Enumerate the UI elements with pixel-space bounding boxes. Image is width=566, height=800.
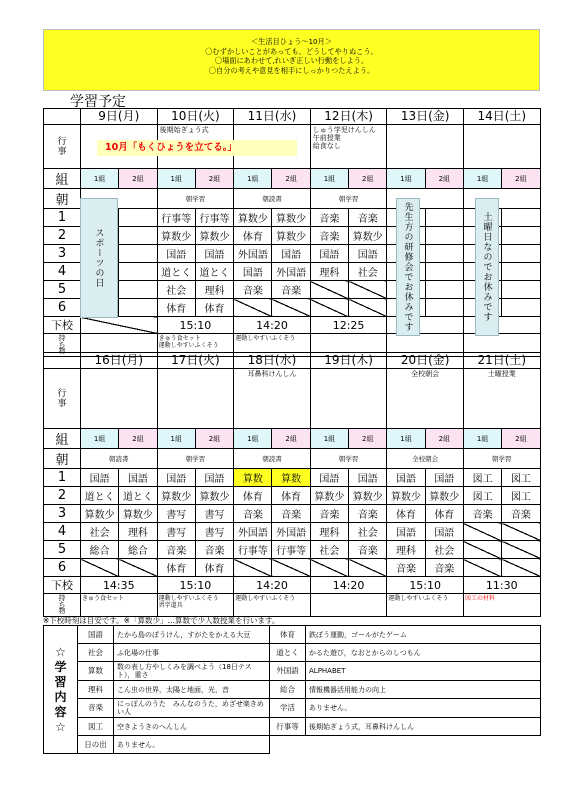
subject-cell: 書写: [157, 505, 195, 523]
subject-cell: 国語: [234, 263, 272, 281]
subject-cell: [119, 209, 157, 227]
morning-activity: 朝学習: [463, 449, 540, 469]
belongings-cell: 運動しやすいふくそう 習字道具: [157, 594, 234, 617]
subject-content: ALPHABET: [306, 662, 541, 681]
subject-cell: 道とく: [81, 487, 119, 505]
subject-cell: 音楽: [310, 505, 348, 523]
subject-cell: 国語: [387, 469, 425, 487]
subject-cell: 行事等: [272, 541, 310, 559]
subject-name: 外国語: [270, 662, 306, 681]
belongings-cell: きゅう食セット 運動しやすいふくそう: [157, 334, 234, 357]
class-1-header: 1組: [234, 429, 272, 449]
subject-content: ありません。: [114, 736, 270, 754]
subject-content: 数の表し方やしくみを調べよう（18日テスト），重さ: [114, 662, 270, 681]
dismissal-label: 下校: [44, 577, 81, 594]
footnote: ※下校時刻は目安です。※「算数少」…算数で少人数授業を行います。: [43, 616, 280, 625]
subject-cell: [502, 245, 540, 263]
subject-cell: 外国語: [234, 245, 272, 263]
subject-cell: [502, 541, 540, 559]
subject-cell: [502, 299, 540, 317]
subject-cell: 音楽: [272, 505, 310, 523]
subject-cell: 社会: [310, 541, 348, 559]
day-header: 14日(土): [463, 109, 540, 125]
subject-cell: 音楽: [502, 505, 540, 523]
subject-cell: 国語: [81, 469, 119, 487]
subject-content: 鉄ぼう運動，ゴールがたゲーム: [306, 626, 541, 644]
subject-cell: 算数少: [387, 487, 425, 505]
subject-cell: [502, 209, 540, 227]
subject-cell: 体育: [195, 299, 233, 317]
subject-cell: 体育: [195, 559, 233, 577]
dismissal-time: [81, 317, 158, 334]
banner-line: 〇自分の考えや意見を相手にしっかりつたえよう。: [208, 65, 375, 75]
subject-cell: 理科: [387, 541, 425, 559]
corner-cell: [44, 109, 81, 125]
class-1-header: 1組: [387, 429, 425, 449]
class-2-header: 2組: [195, 169, 233, 189]
class-2-header: 2組: [425, 169, 463, 189]
subject-cell: [349, 559, 387, 577]
belongings-cell: 運動しやすいふくそう: [234, 594, 311, 617]
subject-cell: 国語: [349, 245, 387, 263]
subject-cell: [425, 245, 463, 263]
learning-content-label: ☆ 学 習 内 容 ☆: [44, 626, 78, 754]
day-header: 20日(金): [387, 353, 464, 369]
subject-cell: 国語: [272, 245, 310, 263]
subject-cell: 行事等: [195, 209, 233, 227]
dismissal-time: 15:10: [157, 577, 234, 594]
subject-cell: 社会: [81, 523, 119, 541]
class-2-header: 2組: [195, 429, 233, 449]
subject-cell: 算数少: [425, 487, 463, 505]
subject-cell: 体育: [272, 487, 310, 505]
subject-cell: [425, 299, 463, 317]
class-2-header: 2組: [502, 169, 540, 189]
subject-cell: [119, 559, 157, 577]
subject-cell: [502, 263, 540, 281]
subject-cell: [119, 245, 157, 263]
subject-cell: 外国語: [234, 523, 272, 541]
subject-cell: 国語: [387, 523, 425, 541]
period-number: 5: [44, 541, 81, 559]
belongings-cell: きゅう食セット: [81, 594, 158, 617]
dismissal-label: 下校: [44, 317, 81, 334]
dismissal-time: 14:20: [310, 577, 387, 594]
belongings-cell: 運動しやすいふくそう: [387, 594, 464, 617]
subject-cell: [425, 263, 463, 281]
subject-cell: 国語: [195, 245, 233, 263]
subject-cell: 算数少: [195, 227, 233, 245]
morning-activity: 全校朝会: [387, 449, 464, 469]
period-number: 3: [44, 245, 81, 263]
subject-cell: [310, 299, 348, 317]
class-2-header: 2組: [119, 169, 157, 189]
subject-cell: 音楽: [425, 559, 463, 577]
subject-cell: 総合: [81, 541, 119, 559]
subject-cell: [310, 559, 348, 577]
subject-cell: 理科: [310, 523, 348, 541]
subject-content: 情報機器活用能力の向上: [306, 681, 541, 699]
subject-cell: [81, 559, 119, 577]
day-header: 18日(水): [234, 353, 311, 369]
subject-cell: 行事等: [234, 541, 272, 559]
subject-cell: [349, 281, 387, 299]
subject-cell: 算数少: [81, 505, 119, 523]
subject-cell: 国語: [195, 469, 233, 487]
subject-cell: [310, 281, 348, 299]
subject-content: こん虫の世界，太陽と地面，光，音: [114, 681, 270, 699]
class-1-header: 1組: [310, 429, 348, 449]
banner-line: 〇むずかしいことがあっても、どうしてやりぬこう。: [205, 46, 378, 56]
period-number: 4: [44, 263, 81, 281]
empty-cell: [306, 736, 541, 754]
event-cell: 全校朝会: [387, 369, 464, 429]
subject-cell: 社会: [349, 263, 387, 281]
week2-schedule-table: [43, 352, 541, 617]
dismissal-time: 15:10: [157, 317, 234, 334]
banner-line: 〇場面にあわせて,れいぎ正しい行動をしよう。: [214, 56, 369, 66]
subject-content: ありません。: [306, 699, 541, 718]
subject-cell: 書写: [195, 505, 233, 523]
subject-cell: 書写: [157, 523, 195, 541]
subject-cell: [425, 227, 463, 245]
event-cell: 後期始ぎょう式: [157, 125, 234, 169]
subject-cell: [502, 227, 540, 245]
period-number: 6: [44, 299, 81, 317]
subject-cell: [502, 523, 540, 541]
period-number: 2: [44, 487, 81, 505]
period-number: 1: [44, 209, 81, 227]
morning-label: 朝: [44, 449, 81, 469]
subject-cell: 算数少: [272, 209, 310, 227]
subject-cell: 理科: [310, 263, 348, 281]
morning-label: 朝: [44, 189, 81, 209]
class-2-header: 2組: [272, 429, 310, 449]
events-label: 行 事: [44, 125, 81, 169]
class-2-header: 2組: [272, 169, 310, 189]
subject-cell: 国語: [310, 245, 348, 263]
belongings-cell: 図工の材料: [463, 594, 540, 617]
subject-cell: 算数少: [195, 487, 233, 505]
subject-content: たから島のぼうけん，すがたをかえる大豆: [114, 626, 270, 644]
corner-cell: [44, 353, 81, 369]
subject-cell: 体育: [157, 559, 195, 577]
subject-cell: 行事等: [157, 209, 195, 227]
dismissal-time: 14:35: [81, 577, 158, 594]
day-header: 12日(木): [310, 109, 387, 125]
event-cell: [310, 369, 387, 429]
class-label: 組: [44, 169, 81, 189]
class-1-header: 1組: [157, 169, 195, 189]
period-number: 5: [44, 281, 81, 299]
day-header: 11日(水): [234, 109, 311, 125]
subject-cell: 図工: [502, 487, 540, 505]
class-1-header: 1組: [310, 169, 348, 189]
subject-cell: [119, 227, 157, 245]
morning-activity: 朝学習: [310, 449, 387, 469]
subject-cell: 音楽: [463, 505, 501, 523]
class-1-header: 1組: [463, 429, 501, 449]
class-1-header: 1組: [387, 169, 425, 189]
day-header: 16日(月): [81, 353, 158, 369]
subject-cell: 社会: [425, 541, 463, 559]
class-1-header: 1組: [234, 169, 272, 189]
class-2-header: 2組: [349, 169, 387, 189]
banner-line: ＜生活目ひょう～10月＞: [250, 37, 333, 46]
belongings-cell: 運動しやすいふくそう: [234, 334, 311, 357]
class-1-header: 1組: [157, 429, 195, 449]
subject-cell: 国語: [119, 469, 157, 487]
subject-content: かるた遊び，なおとからのしつもん: [306, 644, 541, 662]
subject-cell: 国語: [425, 523, 463, 541]
subject-name: 総合: [270, 681, 306, 699]
belongings-label: 持 ち 物: [44, 594, 81, 617]
subject-cell: [234, 559, 272, 577]
subject-content: 後期始ぎょう式，耳鼻科けんしん: [306, 718, 541, 736]
subject-cell: 算数少: [157, 487, 195, 505]
closed-day-note: 先生方の研修会でお休みです: [396, 198, 420, 336]
subject-cell: 社会: [157, 281, 195, 299]
subject-content: にっぽんのうた みんなのうた，めざせ楽きめい人: [114, 699, 270, 718]
subject-cell: 音楽: [310, 227, 348, 245]
subject-cell: [349, 299, 387, 317]
subject-name: 日の出: [78, 736, 114, 754]
dismissal-time: 15:10: [387, 577, 464, 594]
page-title: 学習予定: [70, 94, 126, 110]
subject-cell: 音楽: [349, 541, 387, 559]
subject-cell: 国語: [310, 469, 348, 487]
subject-cell: 体育: [387, 505, 425, 523]
period-number: 3: [44, 505, 81, 523]
subject-cell: 音楽: [234, 505, 272, 523]
subject-cell: 国語: [157, 469, 195, 487]
subject-name: 体育: [270, 626, 306, 644]
morning-activity: 朝読書: [234, 189, 311, 209]
subject-cell: [502, 559, 540, 577]
morning-activity: 朝学習: [310, 189, 387, 209]
subject-cell: 総合: [119, 541, 157, 559]
closed-day-note: スポーツの日: [80, 198, 118, 318]
events-label: 行 事: [44, 369, 81, 429]
period-number: 1: [44, 469, 81, 487]
subject-cell: 国語: [425, 469, 463, 487]
subject-cell: 図工: [463, 469, 501, 487]
class-2-header: 2組: [119, 429, 157, 449]
morning-activity: 朝読書: [81, 449, 158, 469]
subject-cell: [463, 523, 501, 541]
dismissal-time: 14:20: [234, 317, 311, 334]
subject-cell: [119, 299, 157, 317]
life-goal-banner: [43, 29, 540, 91]
subject-cell: 外国語: [272, 263, 310, 281]
subject-cell: 音楽: [272, 281, 310, 299]
subject-cell: 外国語: [272, 523, 310, 541]
class-1-header: 1組: [81, 169, 119, 189]
subject-cell: [119, 263, 157, 281]
subject-cell: 音楽: [234, 281, 272, 299]
subject-cell: 道とく: [157, 263, 195, 281]
subject-cell: 算数少: [349, 487, 387, 505]
period-number: 4: [44, 523, 81, 541]
subject-cell: [502, 281, 540, 299]
morning-activity: 朝学習: [157, 449, 234, 469]
day-header: 13日(金): [387, 109, 464, 125]
subject-cell: 道とく: [195, 263, 233, 281]
subject-name: 図工: [78, 718, 114, 736]
subject-cell: 書写: [195, 523, 233, 541]
period-number: 2: [44, 227, 81, 245]
event-cell: [463, 125, 540, 169]
subject-cell: 算数少: [310, 487, 348, 505]
subject-cell: 算数少: [272, 227, 310, 245]
subject-name: 音楽: [78, 699, 114, 718]
event-cell: [387, 125, 464, 169]
subject-cell: 体育: [157, 299, 195, 317]
subject-cell: [119, 281, 157, 299]
subject-content: ふ化場の仕事: [114, 644, 270, 662]
dismissal-time: 11:30: [463, 577, 540, 594]
day-header: 19日(木): [310, 353, 387, 369]
subject-cell: 社会: [349, 523, 387, 541]
subject-name: 算数: [78, 662, 114, 681]
subject-cell: 図工: [463, 487, 501, 505]
event-cell: しゅう学児けんしん 午前授業 給食なし: [310, 125, 387, 169]
subject-cell: [463, 559, 501, 577]
subject-cell: 算数: [234, 469, 272, 487]
subject-cell: 体育: [234, 487, 272, 505]
event-cell: [157, 369, 234, 429]
subject-cell: 理科: [119, 523, 157, 541]
subject-cell: 算数少: [349, 227, 387, 245]
day-header: 9日(月): [81, 109, 158, 125]
period-number: 6: [44, 559, 81, 577]
subject-cell: 理科: [195, 281, 233, 299]
subject-name: 国語: [78, 626, 114, 644]
subject-cell: 道とく: [119, 487, 157, 505]
subject-cell: [234, 299, 272, 317]
subject-cell: 体育: [425, 505, 463, 523]
event-cell: [81, 369, 158, 429]
closed-day-note: 土曜日なのでお休みです: [475, 198, 499, 336]
day-header: 10日(火): [157, 109, 234, 125]
dismissal-time: 14:20: [234, 577, 311, 594]
day-header: 17日(火): [157, 353, 234, 369]
subject-name: 学活: [270, 699, 306, 718]
subject-cell: 国語: [157, 245, 195, 263]
class-label: 組: [44, 429, 81, 449]
class-1-header: 1組: [463, 169, 501, 189]
subject-content: 空きようきのへんしん: [114, 718, 270, 736]
event-cell: 耳鼻科けんしん: [234, 369, 311, 429]
class-1-header: 1組: [81, 429, 119, 449]
morning-activity: 朝読書: [234, 449, 311, 469]
subject-cell: 算数少: [157, 227, 195, 245]
learning-content-table: [43, 625, 541, 754]
class-2-header: 2組: [425, 429, 463, 449]
subject-cell: 算数: [272, 469, 310, 487]
subject-cell: 図工: [502, 469, 540, 487]
subject-cell: [272, 559, 310, 577]
subject-name: 社会: [78, 644, 114, 662]
subject-cell: [425, 281, 463, 299]
subject-cell: [463, 541, 501, 559]
class-2-header: 2組: [502, 429, 540, 449]
subject-cell: 音楽: [349, 505, 387, 523]
class-2-header: 2組: [349, 429, 387, 449]
subject-cell: 国語: [349, 469, 387, 487]
empty-cell: [270, 736, 306, 754]
subject-cell: [272, 299, 310, 317]
subject-name: 道とく: [270, 644, 306, 662]
subject-cell: [425, 209, 463, 227]
subject-cell: 体育: [234, 227, 272, 245]
subject-cell: 音楽: [349, 209, 387, 227]
subject-cell: 音楽: [195, 541, 233, 559]
subject-cell: 音楽: [157, 541, 195, 559]
monthly-goal: 10月「もくひょうを立てる。」: [97, 140, 297, 156]
belongings-label: 持 ち 物: [44, 334, 81, 357]
subject-name: 理科: [78, 681, 114, 699]
subject-cell: 音楽: [387, 559, 425, 577]
subject-name: 行事等: [270, 718, 306, 736]
morning-activity: 朝学習: [157, 189, 234, 209]
subject-cell: 算数少: [234, 209, 272, 227]
belongings-cell: [310, 594, 387, 617]
dismissal-time: 12:25: [310, 317, 387, 334]
event-cell: 土曜授業: [463, 369, 540, 429]
subject-cell: 算数少: [119, 505, 157, 523]
day-header: 21日(土): [463, 353, 540, 369]
subject-cell: 音楽: [310, 209, 348, 227]
